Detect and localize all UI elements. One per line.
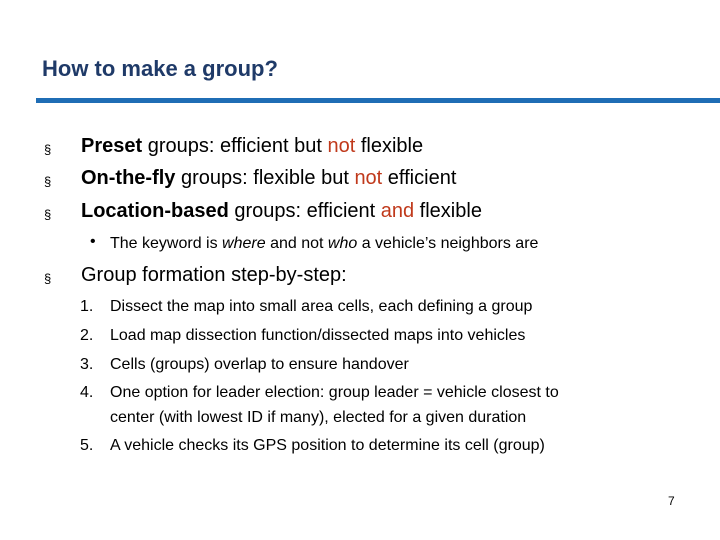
bullet-marker: § <box>44 142 52 157</box>
title-underline <box>36 98 720 103</box>
page-number: 7 <box>668 494 675 508</box>
bullet-marker: § <box>44 207 52 222</box>
bullet-text: groups: flexible but <box>175 167 355 189</box>
bullet-text: groups: efficient but <box>142 135 328 157</box>
bullet-text: flexible <box>355 135 424 157</box>
sub-bullet-text: and not <box>265 235 328 252</box>
sub-bullet-italic: where <box>222 235 266 252</box>
step-text: Cells (groups) overlap to ensure handover <box>110 356 409 373</box>
bullet-preset <box>81 135 423 158</box>
sub-bullet-marker: • <box>90 233 96 250</box>
bullet-on-the-fly <box>81 167 456 190</box>
bullet-group-formation: Group formation step-by-step: <box>81 264 347 286</box>
bullet-keyword: Preset <box>81 135 143 157</box>
bullet-keyword: On-the-fly <box>81 167 176 189</box>
step-text: One option for leader election: group leader = vehicle closest to <box>110 384 559 401</box>
sub-bullet-text: The keyword is <box>110 235 223 252</box>
step-number: 3. <box>80 356 94 373</box>
sub-bullet-keyword <box>110 235 538 253</box>
sub-bullet-italic: who <box>327 235 358 252</box>
bullet-marker: § <box>44 271 52 286</box>
step-text: A vehicle checks its GPS position to determine its cell (group) <box>110 437 545 454</box>
bullet-marker: § <box>44 174 52 189</box>
step-text-continued: center (with lowest ID if many), elected for a given duration <box>110 409 527 426</box>
step-text: Load map dissection function/dissected maps into vehicles <box>110 327 526 344</box>
bullet-text: efficient <box>382 167 457 189</box>
step-number: 5. <box>80 437 94 454</box>
bullet-emphasis: and <box>380 200 415 222</box>
bullet-text: groups: efficient <box>228 200 381 222</box>
bullet-emphasis: not <box>354 167 383 189</box>
step-number: 1. <box>80 298 94 315</box>
step-text: Dissect the map into small area cells, each defining a group <box>110 298 533 315</box>
bullet-location-based <box>81 200 482 223</box>
bullet-text: flexible <box>414 200 482 222</box>
sub-bullet-text: a vehicle’s neighbors are <box>357 235 539 252</box>
bullet-keyword: Location-based <box>81 200 229 222</box>
step-number: 4. <box>80 384 94 401</box>
slide-title: How to make a group? <box>42 56 278 81</box>
bullet-emphasis: not <box>327 135 356 157</box>
step-number: 2. <box>80 327 94 344</box>
